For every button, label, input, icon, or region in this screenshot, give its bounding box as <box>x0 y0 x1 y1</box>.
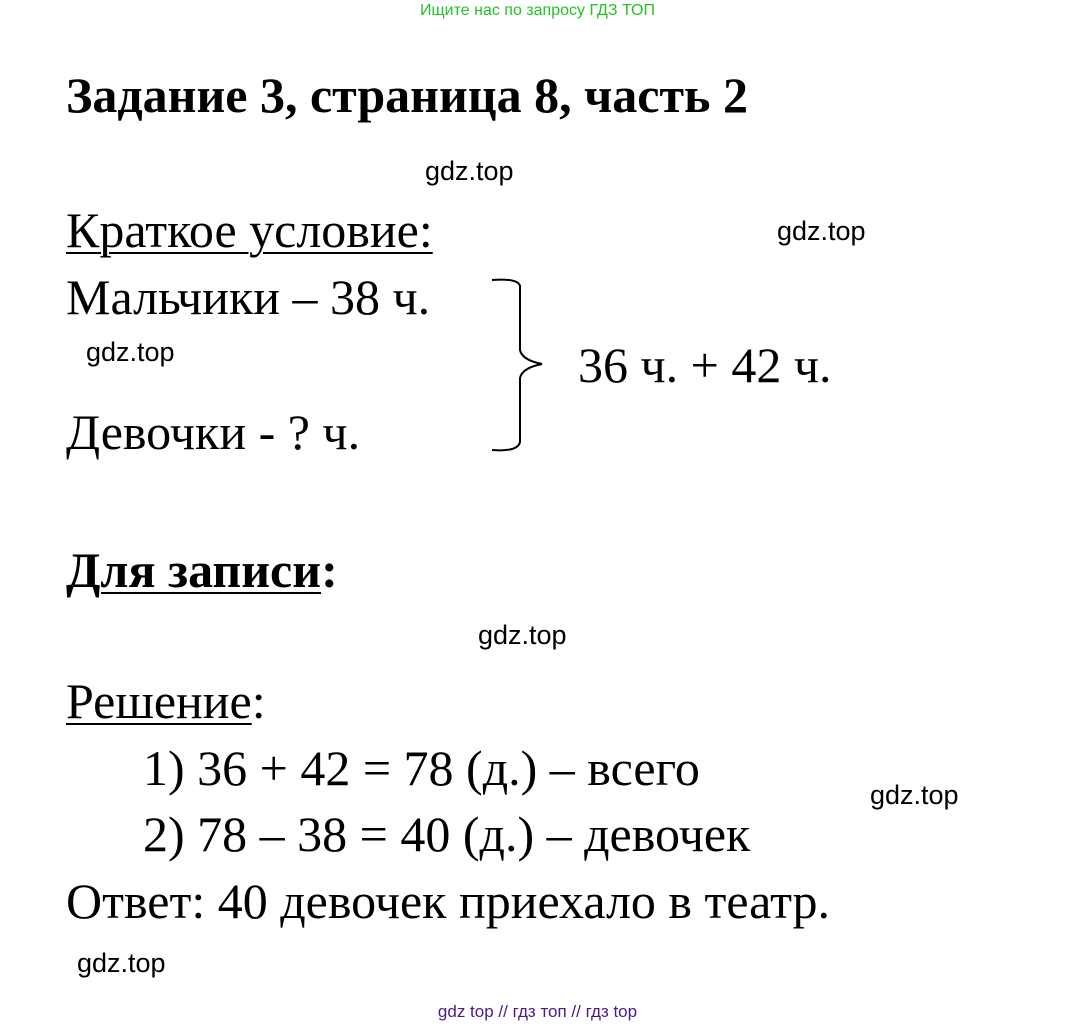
watermark: gdz.top <box>86 337 175 367</box>
solution-heading: Решение <box>66 673 252 729</box>
footer-links[interactable]: gdz top // гдз топ // гдз top <box>437 1002 638 1021</box>
record-heading: Для записи <box>66 542 322 598</box>
watermark: gdz.top <box>478 620 567 650</box>
watermark: gdz.top <box>77 948 166 978</box>
condition-girls: Девочки - ? ч. <box>66 404 361 460</box>
solution-answer: Ответ: 40 девочек приехало в театр. <box>66 873 831 929</box>
watermark: gdz.top <box>870 780 959 810</box>
condition-heading: Краткое условие: <box>66 202 433 258</box>
record-colon: : <box>321 542 338 598</box>
curly-brace-icon <box>488 272 568 462</box>
condition-boys: Мальчики – 38 ч. <box>66 269 431 325</box>
search-hint-link[interactable]: Ищите нас по запросу ГДЗ ТОП <box>420 2 655 19</box>
watermark: gdz.top <box>777 216 866 246</box>
solution-step-2: 2) 78 – 38 = 40 (д.) – девочек <box>143 806 751 862</box>
solution-colon: : <box>251 673 266 729</box>
condition-total: 36 ч. + 42 ч. <box>578 337 832 393</box>
solution-step-1: 1) 36 + 42 = 78 (д.) – всего <box>143 740 700 796</box>
watermark: gdz.top <box>425 156 514 186</box>
page-title: Задание 3, страница 8, часть 2 <box>66 67 748 123</box>
